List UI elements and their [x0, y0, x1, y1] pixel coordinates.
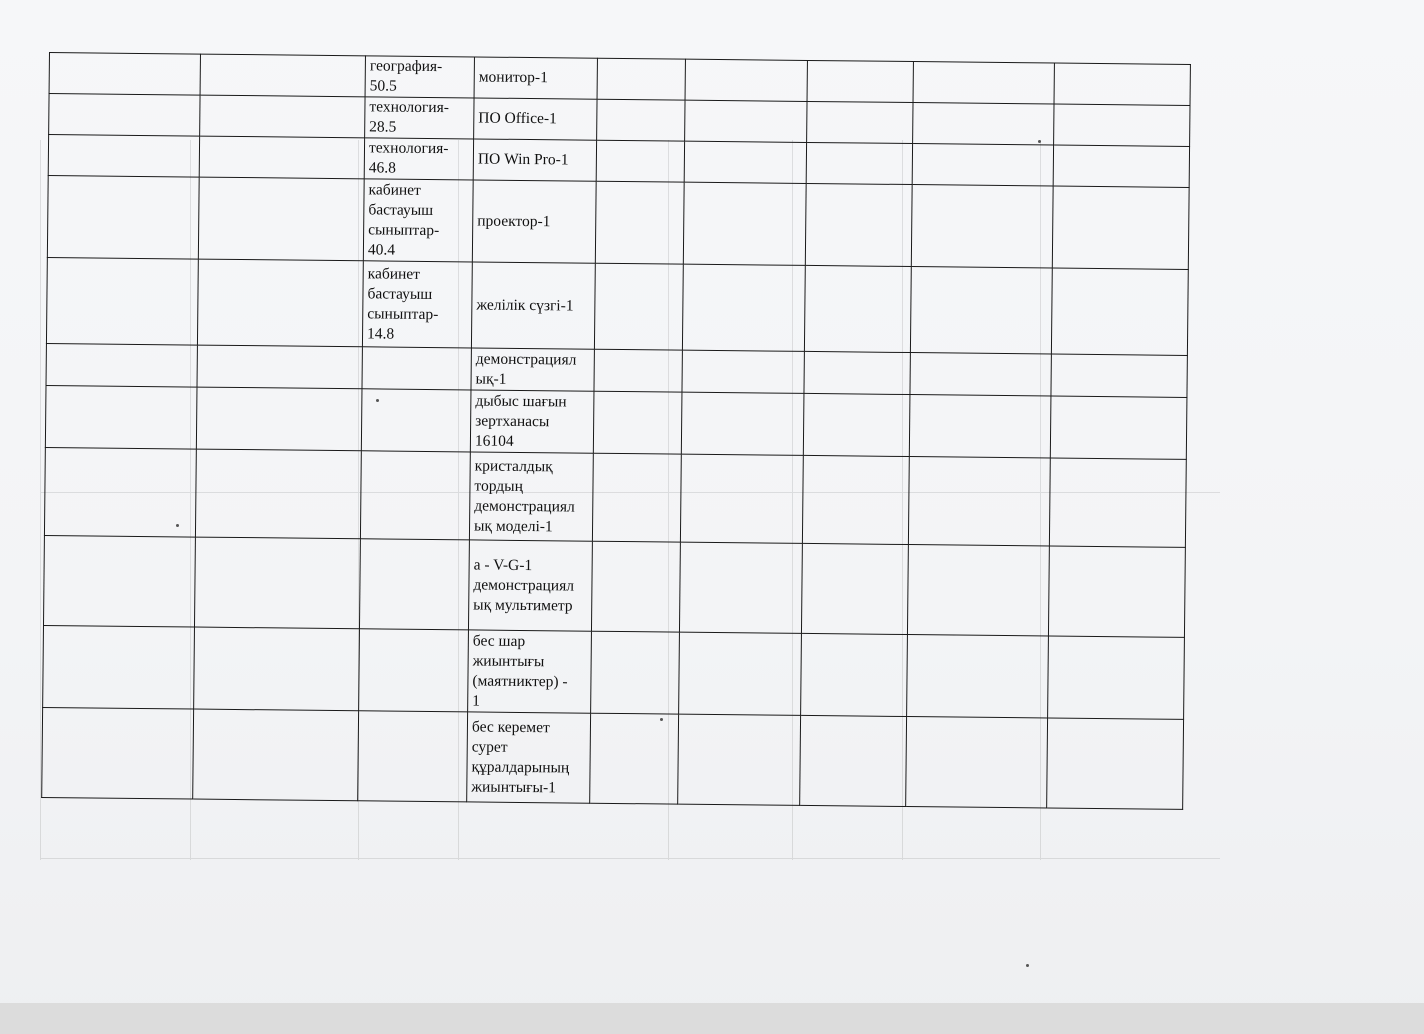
empty-cell	[910, 353, 1051, 396]
empty-cell	[805, 183, 912, 266]
empty-cell	[591, 541, 680, 632]
equipment-cell: бес шар жиынтығы (маятниктер) - 1	[468, 630, 592, 713]
empty-cell	[912, 144, 1053, 186]
empty-cell	[199, 136, 364, 179]
empty-cell	[913, 103, 1054, 145]
empty-cell	[910, 267, 1052, 354]
empty-cell	[1054, 63, 1190, 105]
empty-cell	[679, 632, 802, 715]
equipment-cell: проектор-1	[472, 180, 596, 263]
empty-cell	[807, 101, 913, 143]
empty-cell	[595, 181, 684, 264]
room-cell	[359, 539, 469, 630]
empty-cell	[806, 142, 912, 184]
empty-cell	[46, 343, 197, 387]
empty-cell	[1052, 186, 1189, 269]
empty-cell	[1051, 268, 1188, 355]
empty-cell	[593, 391, 682, 454]
table-row	[46, 257, 1188, 355]
empty-cell	[800, 715, 907, 806]
table-row	[43, 625, 1185, 719]
empty-cell	[197, 259, 363, 347]
empty-cell	[684, 141, 806, 183]
equipment-cell: ПО Win Pro-1	[473, 139, 596, 181]
empty-cell	[592, 453, 681, 542]
empty-cell	[804, 351, 910, 394]
empty-cell	[195, 449, 361, 539]
empty-cell	[1053, 145, 1189, 187]
room-cell: кабинет бастауыш сыныптар- 40.4	[363, 179, 473, 262]
empty-cell	[680, 454, 803, 543]
empty-cell	[200, 54, 365, 97]
equipment-cell: бес керемет сурет құралдарының жиынтығы-1	[467, 712, 591, 803]
table-row	[43, 535, 1185, 637]
scan-speck	[176, 524, 179, 527]
scan-speck	[1038, 140, 1041, 143]
empty-cell	[42, 707, 194, 799]
empty-cell	[591, 631, 680, 714]
empty-cell	[913, 62, 1054, 104]
empty-cell	[802, 455, 909, 544]
room-cell	[358, 711, 468, 802]
equipment-cell: демонстрациял ық-1	[471, 348, 594, 391]
room-cell: география- 50.5	[365, 56, 474, 98]
empty-cell	[801, 543, 908, 634]
empty-cell	[194, 537, 360, 629]
empty-cell	[907, 635, 1049, 718]
empty-cell	[597, 58, 685, 100]
equipment-cell: a - V-G-1 демонстрациял ық мультиметр	[468, 540, 592, 631]
empty-cell	[1048, 636, 1185, 719]
table-row	[42, 707, 1184, 809]
room-cell: технология- 28.5	[365, 97, 474, 139]
empty-cell	[196, 387, 362, 451]
equipment-cell: монитор-1	[474, 57, 597, 99]
empty-cell	[906, 717, 1048, 808]
equipment-cell: ПО Office-1	[474, 98, 597, 140]
empty-cell	[1048, 546, 1185, 637]
empty-cell	[46, 257, 198, 345]
empty-cell	[908, 457, 1050, 546]
room-cell: кабинет бастауыш сыныптар- 14.8	[362, 261, 472, 348]
empty-cell	[43, 625, 195, 709]
empty-cell	[49, 94, 200, 137]
empty-cell	[200, 95, 365, 138]
empty-cell	[1051, 354, 1187, 397]
empty-cell	[685, 59, 807, 101]
empty-cell	[596, 140, 684, 182]
table-row	[44, 447, 1186, 547]
empty-cell	[682, 350, 804, 393]
empty-cell	[683, 182, 806, 265]
room-cell	[360, 451, 470, 540]
equipment-cell: кристалдық тордың демонстрациял ық моделі-1	[469, 452, 593, 541]
empty-cell	[44, 447, 196, 537]
empty-cell	[1054, 104, 1190, 146]
equipment-cell: дыбыс шағын зертханасы 16104	[470, 390, 594, 453]
empty-cell	[801, 633, 908, 716]
empty-cell	[911, 185, 1053, 268]
empty-cell	[807, 60, 913, 102]
empty-cell	[682, 264, 805, 351]
empty-cell	[193, 709, 359, 801]
empty-cell	[49, 53, 200, 96]
equipment-table	[41, 52, 1191, 810]
empty-cell	[43, 535, 195, 627]
room-cell	[362, 347, 471, 390]
empty-cell	[907, 545, 1049, 636]
empty-cell	[197, 345, 362, 389]
scan-speck	[1026, 964, 1029, 967]
empty-cell	[1050, 396, 1187, 459]
scan-speck	[376, 399, 379, 402]
table-row	[47, 175, 1189, 269]
empty-cell	[47, 175, 199, 259]
empty-cell	[45, 385, 197, 449]
empty-cell	[1047, 718, 1184, 809]
empty-cell	[198, 177, 364, 261]
empty-cell	[679, 542, 802, 633]
empty-cell	[681, 392, 804, 455]
empty-cell	[48, 135, 199, 178]
room-cell	[359, 629, 469, 712]
empty-cell	[597, 99, 685, 141]
room-cell: технология- 46.8	[364, 138, 473, 180]
scanner-edge	[0, 1003, 1424, 1034]
empty-cell	[803, 393, 910, 456]
empty-cell	[909, 395, 1051, 458]
empty-cell	[685, 100, 807, 142]
scan-speck	[660, 718, 663, 721]
empty-cell	[594, 349, 682, 392]
empty-cell	[194, 627, 360, 711]
equipment-cell: желілік сүзгі-1	[471, 262, 595, 349]
empty-cell	[590, 713, 679, 804]
empty-cell	[678, 714, 801, 805]
empty-cell	[1049, 458, 1186, 547]
empty-cell	[594, 263, 683, 350]
empty-cell	[804, 265, 911, 352]
